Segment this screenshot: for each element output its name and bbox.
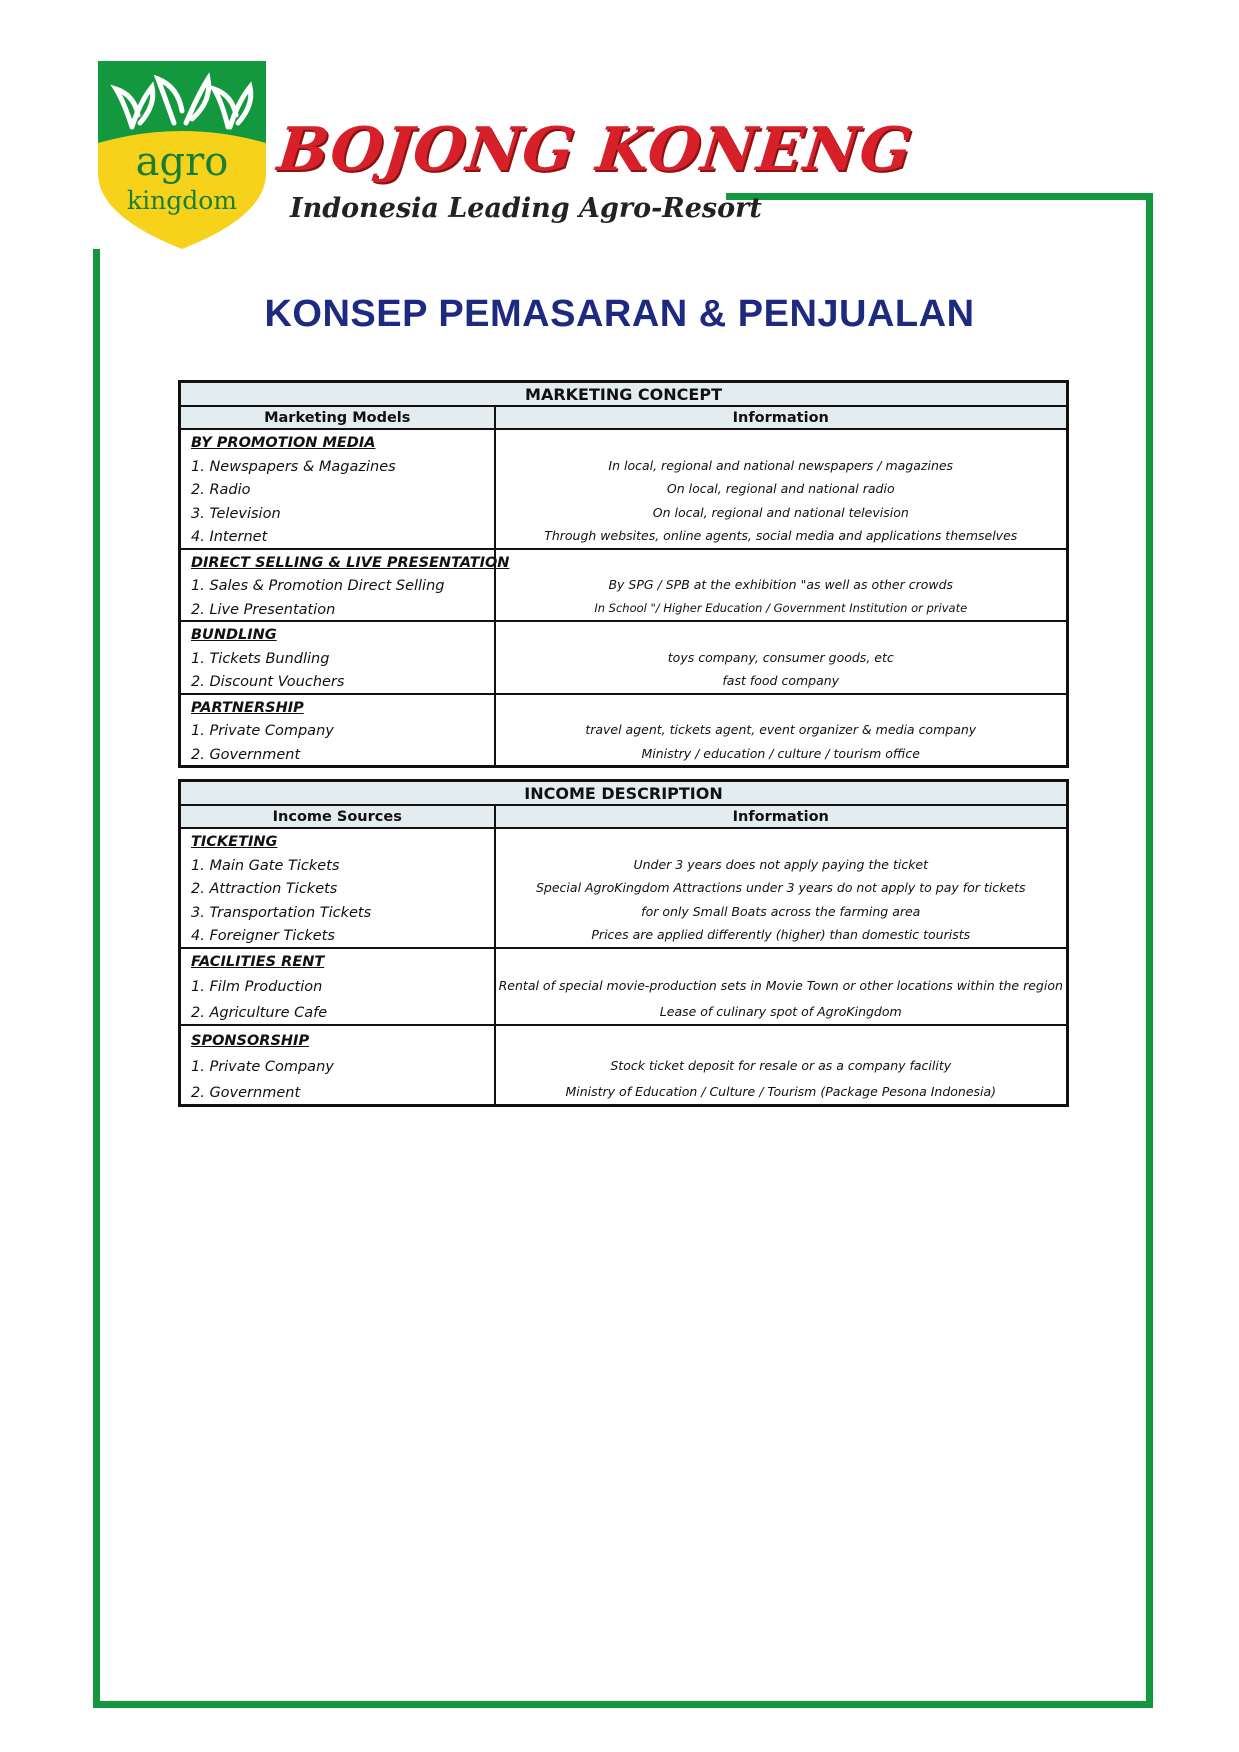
item-label: 1. Tickets Bundling: [191, 650, 330, 667]
table-row: [180, 1078, 1068, 1106]
section-label-bundling: BUNDLING: [180, 621, 495, 646]
item-info: Ministry of Education / Culture / Tourism (Package Pesona Indonesia): [565, 1083, 997, 1099]
logo-text-agro: agro: [135, 139, 229, 185]
table-row: [180, 646, 1068, 670]
table-row: [180, 923, 1068, 948]
table-row: [180, 718, 1068, 742]
table-row: [180, 876, 1068, 900]
item-info: Special AgroKingdom Attractions under 3 years do not apply to pay for tickets: [536, 880, 1026, 896]
item-info: Ministry / education / culture / tourism office: [641, 745, 920, 761]
item-label: 1. Film Production: [191, 978, 323, 995]
item-label: 1. Newspapers & Magazines: [191, 458, 396, 475]
page-frame-right: [1146, 193, 1153, 1708]
item-info: Prices are applied differently (higher) than domestic tourists: [495, 923, 1068, 948]
table-row: [180, 972, 1068, 998]
table-row: [180, 573, 1068, 597]
table-title: MARKETING CONCEPT: [180, 382, 1068, 407]
table-row: [180, 597, 1068, 622]
item-info: Stock ticket deposit for resale or as a company facility: [610, 1057, 952, 1073]
item-info: In local, regional and national newspapers / magazines: [608, 457, 954, 473]
item-label: 2. Agriculture Cafe: [191, 1004, 328, 1021]
section-label-facilities-rent: FACILITIES RENT: [180, 948, 495, 973]
page-frame-top: [726, 193, 1153, 200]
income-description-table: [178, 779, 1069, 1107]
table-row: [180, 501, 1068, 525]
table-row: [180, 1052, 1068, 1078]
table-row: [180, 454, 1068, 478]
item-info: Rental of special movie-production sets in Movie Town or other locations within the region: [498, 977, 1063, 993]
table-row: [180, 477, 1068, 501]
page-frame-bottom: [93, 1701, 1153, 1708]
brand-name: BOJONG KONENG: [274, 115, 916, 185]
table-row: [180, 853, 1068, 877]
item-label: 4. Internet: [191, 529, 268, 546]
item-info: In School "/ Higher Education / Government Institution or private: [495, 597, 1068, 622]
item-label: 2. Radio: [191, 482, 251, 499]
item-label: 2. Government: [191, 1084, 301, 1101]
section-label-promotion-media: BY PROMOTION MEDIA: [180, 429, 495, 454]
item-info: toys company, consumer goods, etc: [667, 649, 894, 665]
page-title: KONSEP PEMASARAN & PENJUALAN: [264, 293, 975, 335]
item-label: 1. Sales & Promotion Direct Selling: [191, 578, 445, 595]
item-info: On local, regional and national television: [652, 504, 909, 520]
page-frame-left: [93, 249, 100, 1708]
item-label: 1. Main Gate Tickets: [191, 857, 340, 874]
section-label-sponsorship: SPONSORSHIP: [180, 1025, 495, 1052]
item-info: On local, regional and national radio: [666, 481, 895, 497]
item-label: 3. Transportation Tickets: [191, 904, 372, 921]
item-label: 4. Foreigner Tickets: [191, 928, 335, 945]
column-header-information: Information: [495, 406, 1068, 429]
column-header-income-sources: Income Sources: [180, 805, 495, 828]
item-label: 2. Discount Vouchers: [191, 674, 345, 691]
item-label: 2. Government: [191, 746, 301, 763]
agro-kingdom-logo: [94, 57, 270, 251]
item-label: 3. Television: [191, 505, 281, 522]
item-info: travel agent, tickets agent, event organizer & media company: [585, 722, 977, 738]
item-info: Through websites, online agents, social media and applications themselves: [495, 524, 1068, 549]
item-label: 1. Private Company: [191, 723, 334, 740]
column-header-information: Information: [495, 805, 1068, 828]
item-info: for only Small Boats across the farming area: [641, 903, 921, 919]
logo-text-kingdom: kingdom: [126, 186, 238, 215]
table-row: [180, 669, 1068, 694]
item-info: Lease of culinary spot of AgroKingdom: [495, 998, 1068, 1025]
item-info: fast food company: [495, 669, 1068, 694]
section-label-direct-selling: DIRECT SELLING & LIVE PRESENTATION: [180, 549, 495, 574]
table-row: [180, 742, 1068, 767]
section-label-partnership: PARTNERSHIP: [180, 694, 495, 719]
item-label: 1. Private Company: [191, 1058, 334, 1075]
column-header-models: Marketing Models: [180, 406, 495, 429]
section-label-ticketing: TICKETING: [180, 828, 495, 853]
item-info: Under 3 years does not apply paying the ticket: [633, 856, 929, 872]
item-label: 2. Attraction Tickets: [191, 881, 338, 898]
brand-tagline: Indonesia Leading Agro-Resort: [290, 193, 762, 224]
item-info: By SPG / SPB at the exhibition "as well as other crowds: [608, 577, 954, 593]
marketing-concept-table: [178, 380, 1069, 768]
table-row: [180, 524, 1068, 549]
table-title: INCOME DESCRIPTION: [180, 781, 1068, 806]
item-label: 2. Live Presentation: [191, 601, 336, 618]
table-row: [180, 998, 1068, 1025]
table-row: [180, 900, 1068, 924]
